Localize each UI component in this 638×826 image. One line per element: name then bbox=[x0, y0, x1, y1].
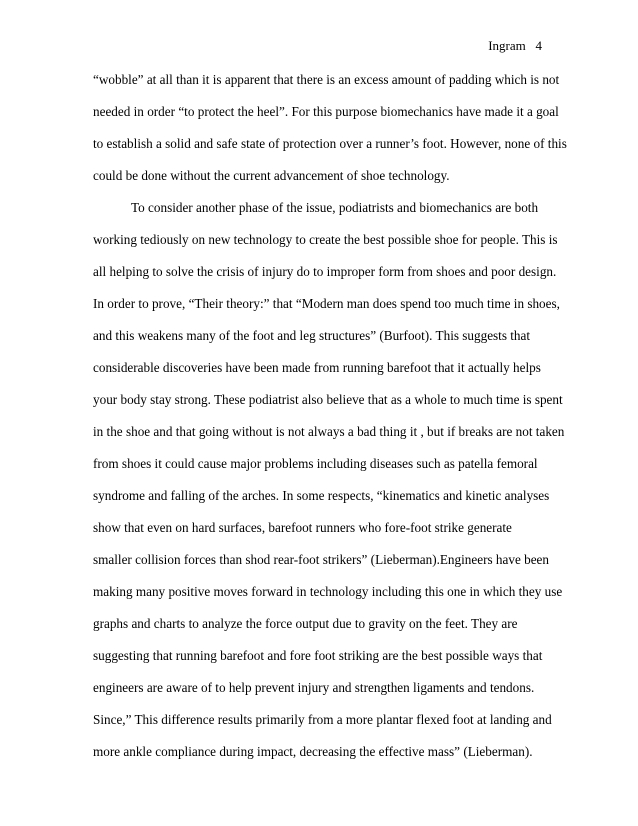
body-line: Since,” This difference results primarily from a more plantar flexed foot at landing and bbox=[93, 712, 552, 727]
body-line: from shoes it could cause major problems including diseases such as patella femoral bbox=[93, 456, 538, 471]
body-line: considerable discoveries have been made from running barefoot that it actually helps bbox=[93, 360, 541, 375]
body-line: suggesting that running barefoot and fore foot striking are the best possible ways that bbox=[93, 648, 543, 663]
page-header: Ingram 4 bbox=[488, 38, 542, 53]
body-line: making many positive moves forward in technology including this one in which they use bbox=[93, 584, 563, 599]
body-line: in the shoe and that going without is not always a bad thing it , but if breaks are not taken bbox=[93, 424, 565, 439]
body-line: could be done without the current advancement of shoe technology. bbox=[93, 168, 450, 183]
body-line: To consider another phase of the issue, podiatrists and biomechanics are both bbox=[131, 200, 539, 215]
body-line: all helping to solve the crisis of injury do to improper form from shoes and poor design. bbox=[93, 264, 557, 279]
body-line: more ankle compliance during impact, decreasing the effective mass” (Lieberman). bbox=[93, 744, 533, 759]
body-line: engineers are aware of to help prevent injury and strengthen ligaments and tendons. bbox=[93, 680, 535, 695]
body-line: needed in order “to protect the heel”. For this purpose biomechanics have made it a goal bbox=[93, 104, 559, 119]
body-line: “wobble” at all than it is apparent that there is an excess amount of padding which is not bbox=[93, 72, 560, 87]
body-line: your body stay strong. These podiatrist also believe that as a whole to much time is spent bbox=[93, 392, 563, 407]
body-line: to establish a solid and safe state of protection over a runner’s foot. However, none of this bbox=[93, 136, 567, 151]
body-line: working tediously on new technology to create the best possible shoe for people. This is bbox=[93, 232, 558, 247]
body-line: show that even on hard surfaces, barefoot runners who fore-foot strike generate bbox=[93, 520, 512, 535]
body-line: In order to prove, “Their theory:” that “Modern man does spend too much time in shoes, bbox=[93, 296, 560, 311]
body-line: syndrome and falling of the arches. In some respects, “kinematics and kinetic analyses bbox=[93, 488, 550, 503]
body-line: and this weakens many of the foot and leg structures” (Burfoot). This suggests that bbox=[93, 328, 531, 343]
body-line: smaller collision forces than shod rear-foot strikers” (Lieberman).Engineers have been bbox=[93, 552, 549, 567]
body-line: graphs and charts to analyze the force output due to gravity on the feet. They are bbox=[93, 616, 518, 631]
